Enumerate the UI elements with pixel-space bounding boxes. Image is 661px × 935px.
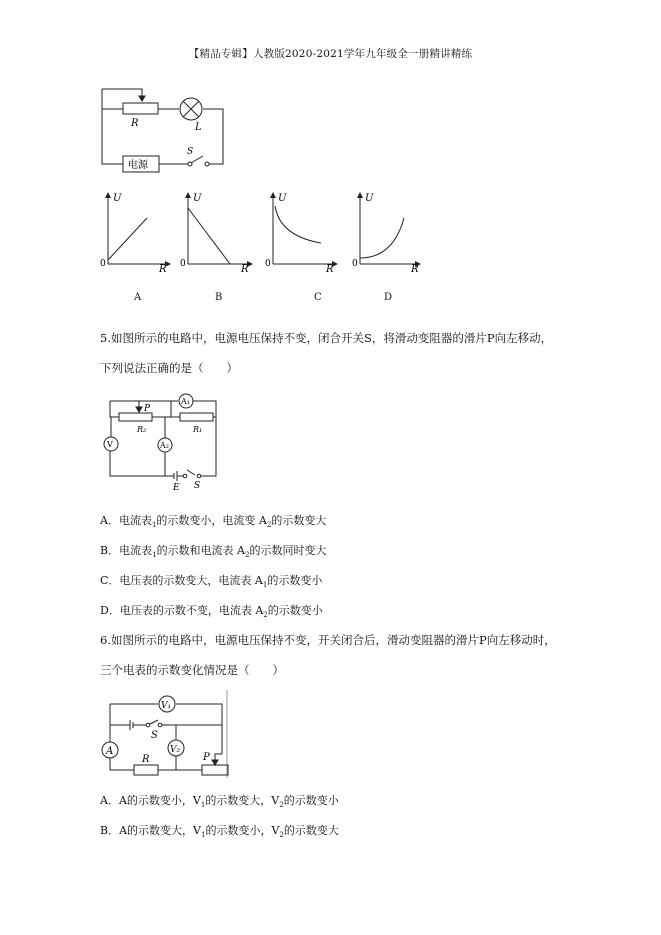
q5-option-d[interactable]: D．电压表的示数不变，电流表 $A_2$的示数变小 (100, 604, 323, 620)
graph-d-y-label: U (365, 193, 374, 204)
graph-c-caption: C (314, 292, 322, 303)
r2-label: R₂ (137, 425, 147, 434)
graph-d-curve (360, 218, 404, 258)
graph-d-caption: D (384, 292, 393, 303)
r-label: R (142, 754, 150, 765)
graph-b-y-label: U (193, 193, 202, 204)
q5-option-c[interactable]: C．电压表的示数变大，电流表 $A_1$的示数变小 (100, 574, 323, 590)
graph-a-origin: 0 (100, 259, 106, 269)
q5-text-line1: 5.如图所示的电路中，电源电压保持不变，闭合开关S，将滑动变阻器的滑片P向左移动， (100, 331, 553, 345)
graph-b-caption: B (215, 292, 223, 303)
graph-b-x-label: R (241, 264, 249, 275)
graph-d-origin: 0 (352, 259, 358, 269)
graph-c (262, 188, 342, 276)
v1-label: V₁ (161, 701, 172, 711)
circuit-diagram-q6 (100, 690, 230, 780)
graph-c-x-label: R (326, 264, 334, 275)
s-label: S (187, 147, 194, 157)
graph-d (349, 188, 424, 276)
graph-a-y-label: U (113, 193, 122, 204)
v-label: V (107, 440, 113, 449)
q6-text-line2: 三个电表的示数变化情况是（ ） (100, 663, 284, 677)
r-label: R (131, 118, 139, 129)
e-label: E (173, 483, 180, 492)
q6-option-a[interactable]: A．A的示数变小，$V_1$的示数变大，$V_2$的示数变小 (100, 794, 339, 810)
graph-b-line (188, 208, 230, 264)
p-label: P (203, 752, 210, 763)
q6-option-b[interactable]: B．A的示数变大，$V_1$的示数变小，$V_2$的示数变大 (100, 824, 339, 840)
s-label: S (194, 481, 201, 491)
graph-c-y-label: U (278, 193, 287, 204)
s-label: S (151, 730, 158, 741)
q5-option-a[interactable]: A．电流表$_1$的示数变小，电流变 $A_2$的示数变大 (100, 514, 327, 530)
p-label: P (144, 404, 151, 414)
graph-b (177, 188, 257, 276)
graph-c-origin: 0 (265, 259, 271, 269)
graph-a-line (108, 218, 147, 260)
graph-d-x-label: R (411, 264, 419, 275)
circuit-diagram-1 (95, 82, 235, 177)
page-header: 【精品专辑】人教版2020-2021学年九年级全一册精讲精练 (188, 48, 473, 60)
a-label: A (106, 746, 114, 757)
circuit-diagram-q5 (103, 390, 225, 492)
graph-b-origin: 0 (180, 259, 186, 269)
r1-label: R₁ (193, 425, 203, 434)
q5-option-b[interactable]: B．电流表$_1$的示数和电流表 $A_2$的示数同时变大 (100, 544, 327, 560)
q5-text-line2: 下列说法正确的是（ ） (100, 361, 238, 375)
a1-label: A₁ (181, 397, 190, 406)
a2-label: A₂ (160, 441, 169, 450)
q6-text-line1: 6.如图所示的电路中，电源电压保持不变，开关闭合后，滑动变阻器的滑片P向左移动时， (100, 633, 556, 647)
graph-a-x-label: R (159, 264, 167, 275)
v2-label: V₂ (170, 745, 181, 755)
graph-a-caption: A (134, 292, 142, 303)
graph-a (97, 188, 172, 276)
l-label: L (195, 122, 202, 133)
graph-c-curve (275, 206, 321, 243)
power-label: 电源 (128, 160, 148, 171)
